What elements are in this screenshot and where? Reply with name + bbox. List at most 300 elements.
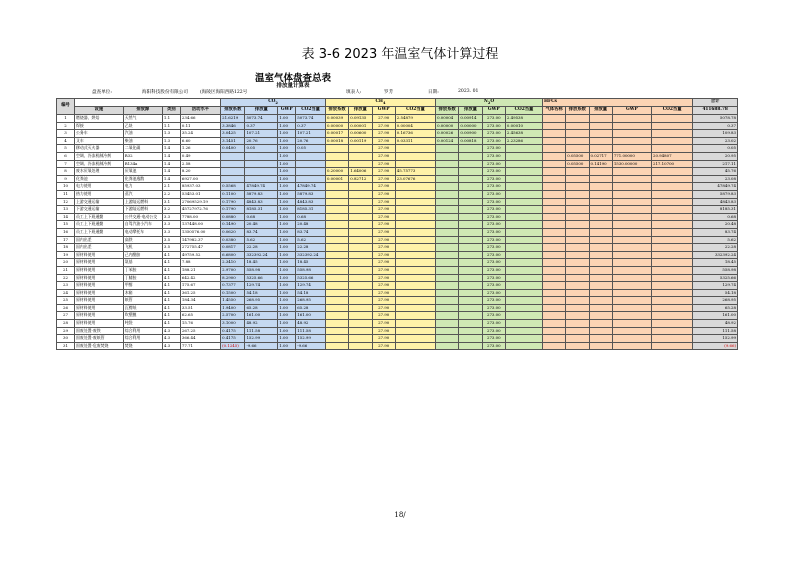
cell-h-name [542,228,565,236]
cell-co2-eq: 107.21 [296,130,326,138]
cell-h-ef: 0.05500 [566,153,589,161]
table-row [57,190,738,198]
header-n2o-em: 排放量 [459,107,482,115]
cell-n2o-eq: 2.49538 [505,115,542,123]
cell-cat: 3.5 [162,236,180,244]
cell-act: 642.42 [180,274,220,282]
cell-h-gwp [612,335,651,343]
cell-co2-ef: 0.0380 [221,236,245,244]
cell-src: 纸管 [123,297,162,305]
cell-act: 137448.00 [180,221,220,229]
cell-ch4-em [349,198,372,206]
cell-total: 48.92 [693,320,738,328]
cell-cat: 2.2 [162,190,180,198]
cell-ch4-eq [395,190,435,198]
cell-h-eq [651,206,692,214]
cell-ch4-ef [325,297,348,305]
cell-h-name [542,251,565,259]
cell-n2o-gwp: 273.00 [482,342,505,350]
cell-fac: 化粪池 [75,175,124,183]
cell-h-name [542,304,565,312]
cell-ch4-ef [325,183,348,191]
cell-no: 16 [57,228,75,236]
cell-n2o-em [459,145,482,153]
cell-co2-gwp: 1.00 [278,335,296,343]
cell-n2o-eq [505,206,542,214]
cell-h-gwp [612,190,651,198]
cell-co2-em: 65.28 [245,304,278,312]
header-hfc-em: 排放量 [589,107,612,115]
cell-co2-ef [221,160,245,168]
cell-act: 53453.01 [180,190,220,198]
cell-total: 152.99 [693,335,738,343]
cell-n2o-ef [436,259,459,267]
table-row [57,168,738,176]
cell-co2-ef: 0.1790 [221,206,245,214]
cell-act: 366.44 [180,335,220,343]
cell-ch4-ef [325,266,348,274]
cell-ch4-ef [325,244,348,252]
cell-h-name [542,175,565,183]
cell-h-gwp [612,244,651,252]
cell-n2o-eq [505,327,542,335]
cell-co2-gwp: 1.00 [278,282,296,290]
cell-no: 10 [57,183,75,191]
unit-label: 盘查单位: [92,90,112,95]
cell-co2-em: 0.05 [245,145,278,153]
cell-ch4-eq [395,297,435,305]
cell-cat: 1.4 [162,145,180,153]
cell-ch4-ef [325,304,348,312]
cell-ch4-em [349,183,372,191]
cell-ch4-em [349,342,372,350]
cell-n2o-gwp: 273.00 [482,160,505,168]
table-row [57,297,738,305]
cell-src: R134a [123,160,162,168]
cell-h-gwp: 1530.00000 [612,160,651,168]
cell-no: 22 [57,274,75,282]
header-ch4-em: 排放量 [349,107,372,115]
cell-n2o-gwp: 273.00 [482,251,505,259]
cell-co2-eq: 65.28 [296,304,326,312]
cell-ch4-eq [395,236,435,244]
cell-h-ef [566,342,589,350]
cell-co2-eq: 8185.31 [296,206,326,214]
cell-ch4-eq [395,251,435,259]
cell-h-name [542,198,565,206]
cell-h-eq [651,335,692,343]
cell-h-eq [651,251,692,259]
cell-h-gwp [612,183,651,191]
cell-co2-em [245,160,278,168]
cell-h-name [542,244,565,252]
cell-h-name [542,342,565,350]
cell-no: 28 [57,320,75,328]
cell-ch4-em: 0.09135 [349,115,372,123]
cell-co2-ef [221,175,245,183]
cell-fac: 公务车 [75,130,124,138]
cell-n2o-gwp: 273.00 [482,327,505,335]
cell-act: 188.21 [180,266,220,274]
cell-n2o-eq [505,168,542,176]
cell-act: 1.26 [180,145,220,153]
cell-total: 5.62 [693,236,738,244]
header-hfc-eq: CO2当量 [651,107,692,115]
cell-co2-gwp: 1.00 [278,221,296,229]
cell-co2-em: 83.74 [245,228,278,236]
cell-ch4-eq [395,221,435,229]
table-row [57,274,738,282]
cell-src: 汽油 [123,130,162,138]
cell-n2o-em [459,297,482,305]
cell-n2o-ef [436,228,459,236]
cell-cat: 4.3 [162,335,180,343]
cell-h-em [589,206,612,214]
cell-h-em [589,115,612,123]
cell-total: 8185.31 [693,206,738,214]
cell-src: 高铁 [123,236,162,244]
cell-co2-gwp: 1.00 [278,153,296,161]
cell-co2-em: 0.37 [245,122,278,130]
cell-n2o-ef [436,274,459,282]
cell-h-em [589,175,612,183]
cell-co2-ef: 21.6219 [221,115,245,123]
cell-h-em [589,304,612,312]
cell-ch4-em [349,251,372,259]
cell-h-name [542,320,565,328]
filler-value: 罗芳 [384,90,394,95]
cell-h-em [589,236,612,244]
table-row [57,175,738,183]
cell-co2-gwp: 1.00 [278,206,296,214]
table-row [57,130,738,138]
cell-co2-ef: (0.1245) [221,342,245,350]
cell-total: 54.18 [693,289,738,297]
cell-h-gwp [612,236,651,244]
cell-n2o-em [459,160,482,168]
cell-total: 129.74 [693,282,738,290]
header-ch4-ef: 排放系数 [325,107,348,115]
cell-n2o-eq [505,274,542,282]
cell-h-ef [566,115,589,123]
cell-n2o-gwp: 273.00 [482,145,505,153]
cell-ch4-eq [395,183,435,191]
cell-co2-gwp: 1.00 [278,274,296,282]
cell-h-eq [651,130,692,138]
cell-h-eq [651,236,692,244]
cell-co2-em [245,175,278,183]
cell-total: 4843.83 [693,198,738,206]
cell-src: 瓦楞纸 [123,304,162,312]
cell-no: 11 [57,190,75,198]
cell-h-em [589,198,612,206]
cell-fac: 原材料使用 [75,304,124,312]
cell-n2o-ef [436,312,459,320]
cell-co2-gwp: 1.00 [278,244,296,252]
cell-cat: 2.1 [162,183,180,191]
cell-co2-em: 129.74 [245,282,278,290]
cell-ch4-eq [395,228,435,236]
cell-act: 7788.00 [180,213,220,221]
cell-co2-gwp: 1.00 [278,304,296,312]
cell-ch4-ef [325,236,348,244]
cell-h-eq: 20.94807 [651,153,692,161]
cell-h-em [589,297,612,305]
cell-n2o-gwp: 273.00 [482,115,505,123]
cell-n2o-em [459,304,482,312]
emission-table [56,98,738,350]
cell-n2o-em [459,259,482,267]
cell-n2o-eq [505,259,542,267]
cell-n2o-eq [505,297,542,305]
cell-cat: 1.4 [162,160,180,168]
cell-h-name [542,297,565,305]
cell-src: 电力 [123,183,162,191]
cell-co2-em: 111.58 [245,327,278,335]
cell-act: 234.66 [180,115,220,123]
cell-ch4-eq: 0.16736 [395,130,435,138]
cell-src: 氨基 [123,259,162,267]
cell-n2o-eq [505,145,542,153]
cell-co2-gwp: 1.00 [278,183,296,191]
address: (海陵区海阳西路122号 [200,90,248,95]
cell-n2o-em: 0.00818 [459,137,482,145]
cell-n2o-em [459,312,482,320]
cell-src: 甲醇 [123,282,162,290]
header-hfc-gwp: GWP [612,107,651,115]
cell-fac: 原材料使用 [75,274,124,282]
cell-h-ef [566,327,589,335]
cell-src: 蒸汽 [123,190,162,198]
cell-ch4-eq: 23.07676 [395,175,435,183]
cell-no: 15 [57,221,75,229]
cell-h-ef [566,221,589,229]
cell-h-name [542,335,565,343]
cell-co2-em: 4843.83 [245,198,278,206]
cell-h-em [589,274,612,282]
cell-ch4-gwp: 27.90 [372,122,395,130]
unit-value: 海阳科技股份有限公司 [142,90,188,95]
cell-n2o-gwp: 273.00 [482,221,505,229]
cell-co2-em: -9.66 [245,342,278,350]
table-row [57,335,738,343]
cell-act: 147982.37 [180,236,220,244]
cell-ch4-ef: 0.20000 [325,168,348,176]
cell-act: 6927.00 [180,175,220,183]
cell-co2-eq: 558.98 [296,266,326,274]
cell-fac: 叉车 [75,137,124,145]
cell-co2-ef: 6.6800 [221,251,245,259]
cell-h-em [589,312,612,320]
cell-h-gwp [612,213,651,221]
cell-ch4-eq [395,335,435,343]
cell-act: 27069529.19 [180,198,220,206]
cell-n2o-gwp: 273.00 [482,244,505,252]
cell-h-eq [651,175,692,183]
cell-co2-eq: 4843.83 [296,198,326,206]
table-row [57,251,738,259]
cell-no: 14 [57,213,75,221]
cell-h-eq [651,244,692,252]
grand-total: 411688.78 [693,107,738,115]
header-ch4-eq: CO2当量 [395,107,435,115]
cell-co2-em: 20.76 [245,137,278,145]
cell-co2-eq: 5879.83 [296,190,326,198]
cell-ch4-em [349,259,372,267]
cell-total: 0.05 [693,145,738,153]
cell-no: 2 [57,122,75,130]
cell-co2-eq [296,168,326,176]
cell-co2-eq: 54.18 [296,289,326,297]
cell-no: 3 [57,130,75,138]
cell-ch4-ef [325,251,348,259]
cell-co2-em [245,153,278,161]
cell-no: 13 [57,206,75,214]
cell-ch4-em [349,221,372,229]
cell-co2-ef: 0.0880 [221,213,245,221]
cell-cat: 3.2 [162,206,180,214]
cell-h-em [589,289,612,297]
cell-n2o-ef [436,168,459,176]
cell-h-name [542,137,565,145]
cell-no: 18 [57,244,75,252]
cell-act: 33.51 [180,304,220,312]
table-row [57,304,738,312]
cell-n2o-eq [505,160,542,168]
cell-h-ef: 0.05500 [566,160,589,168]
cell-co2-eq: 332392.24 [296,251,326,259]
cell-no: 29 [57,327,75,335]
cell-no: 1 [57,115,75,123]
cell-no: 19 [57,251,75,259]
cell-ch4-ef [325,312,348,320]
cell-co2-eq: 20.76 [296,137,326,145]
cell-co2-gwp: 1.00 [278,115,296,123]
cell-total: 5078.78 [693,115,738,123]
cell-ch4-eq [395,312,435,320]
cell-h-ef [566,190,589,198]
cell-ch4-ef [325,327,348,335]
cell-co2-em: 161.00 [245,312,278,320]
cell-h-name [542,236,565,244]
cell-h-eq [651,228,692,236]
table-row [57,221,738,229]
cell-fac: 国内出差 [75,244,124,252]
cell-total: 268.95 [693,297,738,305]
cell-h-eq [651,115,692,123]
cell-cat: 4.1 [162,251,180,259]
date-label: 日期: [428,90,439,95]
cell-co2-eq: 5325.66 [296,274,326,282]
cell-ch4-ef [325,342,348,350]
header-n2o-eq: CO2当量 [505,107,542,115]
cell-co2-ef: 3.3846 [221,122,245,130]
cell-ch4-gwp: 27.90 [372,297,395,305]
cell-co2-em: 5325.66 [245,274,278,282]
cell-no: 20 [57,259,75,267]
cell-n2o-ef: 0.00000 [436,122,459,130]
cell-co2-ef: 0.4175 [221,335,245,343]
cell-fac: 电力使用 [75,183,124,191]
cell-n2o-eq [505,320,542,328]
cell-co2-eq: -9.66 [296,342,326,350]
header-co2-em: 排放量 [245,107,278,115]
cell-h-gwp [612,304,651,312]
cell-ch4-ef [325,221,348,229]
page-number: 18/ [394,511,406,519]
cell-co2-gwp: 1.00 [278,175,296,183]
cell-src: 天然气 [123,115,162,123]
cell-h-gwp [612,175,651,183]
cell-fac: 空调、冷冻机制冷剂 [75,160,124,168]
cell-fac: 原材料使用 [75,266,124,274]
cell-fac: 空调、冷冻机制冷剂 [75,153,124,161]
cell-ch4-eq [395,304,435,312]
table-row [57,259,738,267]
cell-n2o-ef [436,327,459,335]
cell-total: 558.98 [693,266,738,274]
cell-ch4-em [349,289,372,297]
cell-no: 31 [57,342,75,350]
table-row [57,266,738,274]
cell-h-em [589,259,612,267]
cell-h-name [542,266,565,274]
cell-co2-eq: 0.68 [296,213,326,221]
cell-ch4-ef: 0.00001 [325,175,348,183]
cell-n2o-gwp: 273.00 [482,266,505,274]
cell-no: 5 [57,145,75,153]
cell-n2o-eq [505,190,542,198]
header-category: 类别 [162,107,180,115]
cell-ch4-em [349,190,372,198]
cell-h-gwp [612,312,651,320]
cell-cat: 1.3 [162,130,180,138]
cell-act: 267.25 [180,327,220,335]
cell-ch4-em: 1.64006 [349,168,372,176]
cell-cat: 3.5 [162,244,180,252]
table-row [57,320,738,328]
cell-n2o-ef [436,304,459,312]
cell-n2o-gwp: 273.00 [482,320,505,328]
cell-n2o-em [459,153,482,161]
cell-cat: 4.1 [162,312,180,320]
table-row [57,282,738,290]
cell-n2o-ef [436,244,459,252]
cell-ch4-eq [395,320,435,328]
cell-h-gwp [612,168,651,176]
table-row [57,122,738,130]
cell-n2o-eq [505,221,542,229]
cell-h-name [542,327,565,335]
cell-h-eq [651,297,692,305]
table-row [57,327,738,335]
cell-h-ef [566,137,589,145]
cell-ch4-em [349,297,372,305]
cell-h-name [542,282,565,290]
cell-src: 综合利用 [123,327,162,335]
cell-fac: 原材料使用 [75,282,124,290]
cell-ch4-em [349,160,372,168]
cell-fac: 原材料使用 [75,312,124,320]
cell-total: 83.74 [693,228,738,236]
cell-total: 5879.83 [693,190,738,198]
cell-h-em [589,183,612,191]
cell-src: 焚烧 [123,342,162,350]
cell-h-eq [651,145,692,153]
cell-ch4-ef: 0.00017 [325,130,348,138]
cell-h-gwp [612,327,651,335]
cell-ch4-ef: 0.00000 [325,122,348,130]
